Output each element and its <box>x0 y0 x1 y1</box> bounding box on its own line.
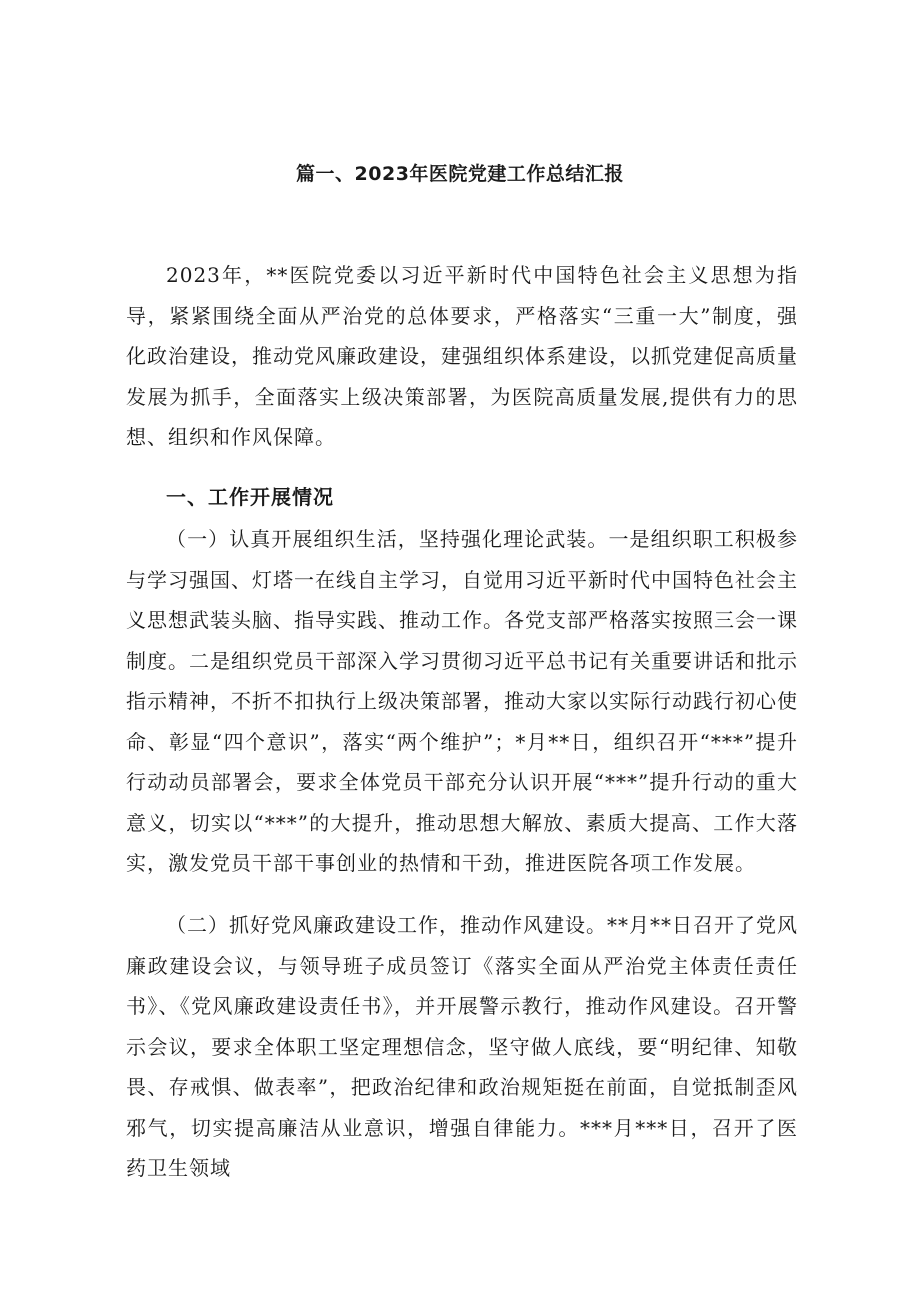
intro-paragraph: 2023年，**医院党委以习近平新时代中国特色社会主义思想为指导，紧紧围绕全面从严治党的总体要求，严格落实“三重一大”制度，强化政治建设，推动党风廉政建设，建强组织体系建设，以抓党建促高质量发展为抓手，全面落实上级决策部署，为医院高质量发展,提供有力的思想、组织和作风保障。 <box>126 263 798 449</box>
section-heading: 一、工作开展情况 <box>166 485 334 509</box>
document-title: 篇一、2023年医院党建工作总结汇报 <box>296 163 624 185</box>
paragraph-two: （二）抓好党风廉政建设工作，推动作风建设。**月**日召开了党风廉政建设会议，与领导班子成员签订《落实全面从严治党主体责任责任书》、《党风廉政建设责任书》，并开展警示教行，推动作风建设。召开警示会议，要求全体职工坚定理想信念，坚守做人底线，要“明纪律、知敬畏、存戒惧、做表率”，把政治纪律和政治规矩挺在前面，自觉抵制歪风邪气，切实提高廉洁从业意识，增强自律能力。***月***日，召开了医药卫生领域 <box>126 913 798 1180</box>
paragraph-one: （一）认真开展组织生活，坚持强化理论武装。一是组织职工积极参与学习强国、灯塔一在线自主学习，自觉用习近平新时代中国特色社会主义思想武装头脑、指导实践、推动工作。各党支部严格落实按照三会一课制度。二是组织党员干部深入学习贯彻习近平总书记有关重要讲话和批示指示精神，不折不扣执行上级决策部署，推动大家以实际行动践行初心使命、彰显“四个意识”，落实“两个维护”；*月**日，组织召开“***”提升行动动员部署会，要求全体党员干部充分认识开展“***”提升行动的重大意义，切实以“***”的大提升，推动思想大解放、素质大提高、工作大落实，激发党员干部干事创业的热情和干劲，推进医院各项工作发展。 <box>126 527 798 875</box>
